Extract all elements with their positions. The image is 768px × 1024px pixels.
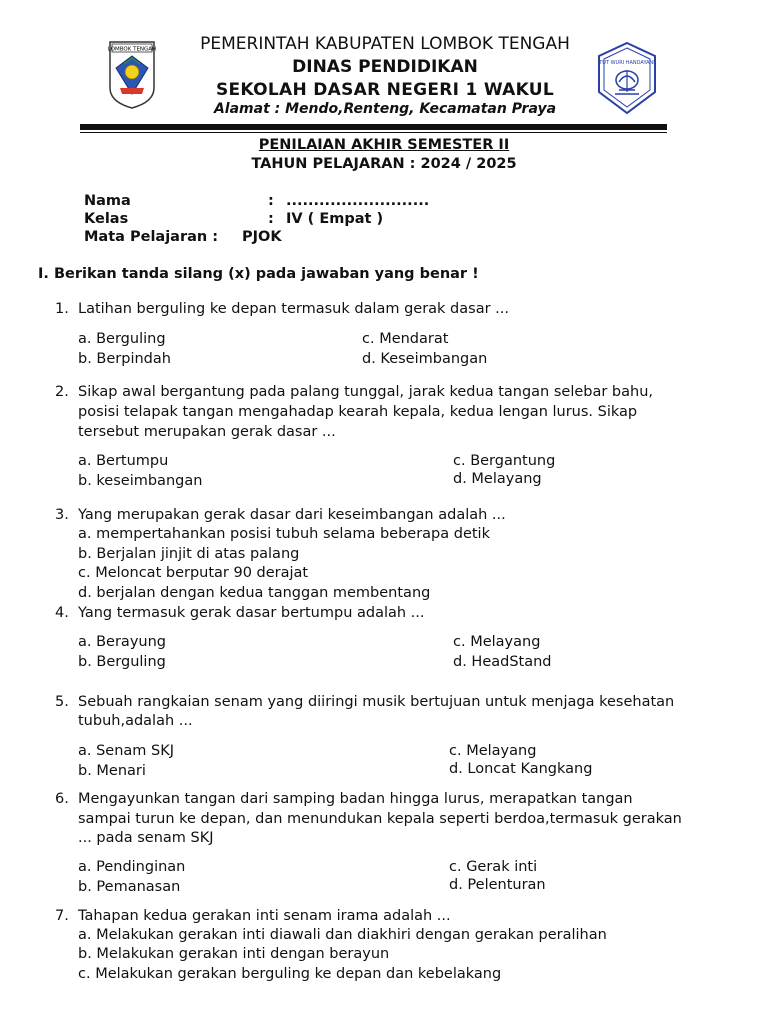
question-number: 6. [55, 791, 69, 807]
option-d: d. Keseimbangan [362, 351, 488, 367]
question-text: tersebut merupakan gerak dasar ... [78, 424, 336, 440]
option-d: d. berjalan dengan kedua tanggan membentang [78, 585, 431, 601]
class-separator: : [268, 211, 274, 227]
class-label: Kelas [84, 211, 129, 227]
subject-value: PJOK [242, 229, 282, 245]
question-number: 1. [55, 301, 69, 317]
question-text: posisi telapak tangan mengahadap kearah kepala, kedua lengan lurus. Sikap [78, 404, 638, 420]
option-c: c. Gerak inti [449, 859, 538, 875]
subject-label: Mata Pelajaran : [84, 229, 219, 245]
option-c: c. Mendarat [362, 331, 449, 347]
question-text: Latihan berguling ke depan termasuk dalam gerak dasar ... [78, 301, 509, 317]
name-label: Nama [84, 193, 131, 209]
option-c: c. Melakukan gerakan berguling ke depan dan kebelakang [78, 966, 502, 982]
school-name: SEKOLAH DASAR NEGERI 1 WAKUL [215, 80, 555, 100]
option-a: a. Senam SKJ [78, 743, 175, 759]
option-a: a. Berguling [78, 331, 166, 347]
government-name: PEMERINTAH KABUPATEN LOMBOK TENGAH [200, 34, 570, 54]
option-c: c. Bergantung [453, 453, 556, 469]
section-instruction: I. Berikan tanda silang (x) pada jawaban yang benar ! [38, 266, 479, 282]
option-b: b. Berguling [78, 654, 166, 670]
question-text: Sikap awal bergantung pada palang tunggal, jarak kedua tangan selebar bahu, [78, 384, 654, 400]
name-value: .......................... [286, 193, 430, 209]
question-number: 3. [55, 507, 69, 523]
question-number: 7. [55, 908, 69, 924]
question-text: Tahapan kedua gerakan inti senam irama adalah ... [78, 908, 451, 924]
option-d: d. Pelenturan [449, 877, 546, 893]
academic-year: TAHUN PELAJARAN : 2024 / 2025 [251, 156, 517, 172]
option-a: a. Berayung [78, 634, 166, 650]
option-a: a. Bertumpu [78, 453, 169, 469]
option-d: d. HeadStand [453, 654, 552, 670]
school-address: Alamat : Mendo,Renteng, Kecamatan Praya [213, 101, 557, 117]
question-number: 2. [55, 384, 69, 400]
option-c: c. Melayang [449, 743, 537, 759]
question-text: tubuh,adalah ... [78, 713, 193, 729]
option-b: b. Melakukan gerakan inti dengan berayun [78, 946, 390, 962]
option-a: a. Melakukan gerakan inti diawali dan diakhiri dengan gerakan peralihan [78, 927, 607, 943]
question-text: ... pada senam SKJ [78, 830, 214, 846]
tut-wuri-handayani-emblem-icon [593, 40, 661, 116]
question-text: Yang merupakan gerak dasar dari keseimbangan adalah ... [78, 507, 506, 523]
header-divider [80, 124, 667, 130]
name-separator: : [268, 193, 274, 209]
option-b: b. Berjalan jinjit di atas palang [78, 546, 300, 562]
option-c: c. Meloncat berputar 90 derajat [78, 565, 309, 581]
option-b: b. Pemanasan [78, 879, 181, 895]
option-a: a. mempertahankan posisi tubuh selama beberapa detik [78, 526, 490, 542]
question-number: 4. [55, 605, 69, 621]
question-text: sampai turun ke depan, dan menundukan kepala seperti berdoa,termasuk gerakan [78, 811, 682, 827]
option-d: d. Melayang [453, 471, 542, 487]
option-b: b. Menari [78, 763, 146, 779]
svg-text:TUT WURI HANDAYANI: TUT WURI HANDAYANI [599, 60, 655, 66]
header-divider-thin [80, 132, 667, 133]
exam-title: PENILAIAN AKHIR SEMESTER II [258, 137, 510, 153]
question-text: Mengayunkan tangan dari samping badan hingga lurus, merapatkan tangan [78, 791, 633, 807]
svg-text:LOMBOK TENGAH: LOMBOK TENGAH [107, 46, 157, 53]
question-text: Yang termasuk gerak dasar bertumpu adalah ... [78, 605, 425, 621]
option-d: d. Loncat Kangkang [449, 761, 593, 777]
lombok-tengah-emblem-icon [106, 38, 158, 110]
department-name: DINAS PENDIDIKAN [292, 57, 478, 77]
question-text: Sebuah rangkaian senam yang diiringi musik bertujuan untuk menjaga kesehatan [78, 694, 675, 710]
option-b: b. Berpindah [78, 351, 171, 367]
class-value: IV ( Empat ) [286, 211, 384, 227]
option-b: b. keseimbangan [78, 473, 203, 489]
option-c: c. Melayang [453, 634, 541, 650]
option-a: a. Pendinginan [78, 859, 186, 875]
question-number: 5. [55, 694, 69, 710]
